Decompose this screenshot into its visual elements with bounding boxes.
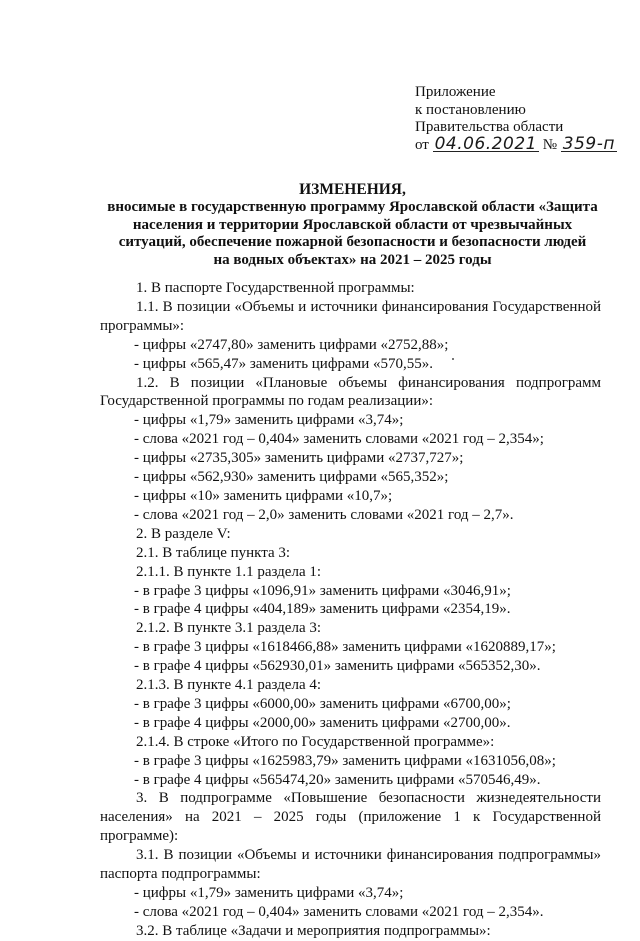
paragraph: 2.1.1. В пункте 1.1 раздела 1: <box>136 563 322 580</box>
appendix-line: Приложение <box>415 84 496 100</box>
appendix-line: к постановлению <box>415 101 526 118</box>
bullet-line: - слова «2021 год – 0,404» заменить словами «2021 год – 2,354». <box>134 903 544 920</box>
bullet-line: - в графе 3 цифры «1618466,88» заменить цифрами «1620889,17»; <box>134 639 556 656</box>
bullet-line: - слова «2021 год – 0,404» заменить словами «2021 год – 2,354»; <box>134 431 544 448</box>
bullet-line: - в графе 4 цифры «404,189» заменить цифрами «2354,19». <box>134 601 511 618</box>
appendix-line: Правительства области <box>415 119 564 135</box>
paragraph: 1. В паспорте Государственной программы: <box>136 280 415 296</box>
title-line: вносимые в государственную программу Ярославской области «Защита <box>107 199 598 216</box>
title-line: населения и территории Ярославской области от чрезвычайных <box>132 216 573 233</box>
bullet-line: - слова «2021 год – 2,0» заменить словами «2021 год – 2,7». <box>134 506 514 523</box>
appendix-block <box>415 84 617 154</box>
paragraph: 2.1. В таблице пункта 3: <box>136 544 291 561</box>
paragraph: 2.1.4. В строке «Итого по Государственной программе»: <box>136 733 495 750</box>
bullet-line: - цифры «562,930» заменить цифрами «565,352»; <box>134 469 449 486</box>
bullet-line: - цифры «565,47» заменить цифрами «570,55». <box>134 355 433 372</box>
bullet-line: - в графе 4 цифры «2000,00» заменить цифрами «2700,00». <box>134 714 511 731</box>
bullet-line: - цифры «1,79» заменить цифрами «3,74»; <box>134 412 404 429</box>
document-title <box>95 181 610 269</box>
paragraph: 3. В подпрограмме «Повышение безопасности жизнедеятельности населения» на 2021 – 2025 годы (приложение 1 к Государственной программе): <box>100 790 601 845</box>
title-line: ситуаций, обеспечение пожарной безопасности и безопасности людей <box>118 234 587 251</box>
number-label: № <box>542 136 558 153</box>
paragraph: 2.1.3. В пункте 4.1 раздела 4: <box>136 677 322 694</box>
scan-speck <box>452 358 454 360</box>
bullet-line: - в графе 3 цифры «1625983,79» заменить цифрами «1631056,08»; <box>134 752 556 769</box>
paragraph: 1.1. В позиции «Объемы и источники финансирования Государственной программы»: <box>100 298 601 334</box>
bullet-line: - в графе 4 цифры «562930,01» заменить цифрами «565352,30». <box>134 658 541 675</box>
bullet-line: - цифры «2747,80» заменить цифрами «2752,88»; <box>134 336 449 353</box>
bullet-line: - цифры «10» заменить цифрами «10,7»; <box>134 487 393 504</box>
bullet-line: - цифры «1,79» заменить цифрами «3,74»; <box>134 885 404 901</box>
bullet-line: - в графе 3 цифры «6000,00» заменить цифрами «6700,00»; <box>134 695 511 712</box>
handwritten-date: 04.06.2021 <box>434 133 537 154</box>
paragraph: 3.2. В таблице «Задачи и мероприятия подпрограммы»: <box>136 922 491 939</box>
bullet-line: - цифры «2735,305» заменить цифрами «2737,727»; <box>134 450 464 467</box>
from-label: от <box>415 136 429 153</box>
appendix-date-line <box>415 133 617 155</box>
title-line: на водных объектах» на 2021 – 2025 годы <box>213 251 492 268</box>
paragraph: 1.2. В позиции «Плановые объемы финансирования подпрограмм Государственной программы по годам реализации»: <box>100 374 601 410</box>
paragraph: 2.1.2. В пункте 3.1 раздела 3: <box>136 620 322 637</box>
bullet-line: - в графе 4 цифры «565474,20» заменить цифрами «570546,49». <box>134 771 541 788</box>
bullet-line: - в графе 3 цифры «1096,91» заменить цифрами «3046,91»; <box>134 582 511 599</box>
paragraph: 3.1. В позиции «Объемы и источники финансирования подпрограммы» паспорта подпрограммы: <box>100 847 601 883</box>
paragraph: 2. В разделе V: <box>136 525 231 542</box>
document-body <box>100 279 601 941</box>
title-heading: ИЗМЕНЕНИЯ, <box>299 181 406 198</box>
handwritten-number: 359-п <box>562 133 615 154</box>
